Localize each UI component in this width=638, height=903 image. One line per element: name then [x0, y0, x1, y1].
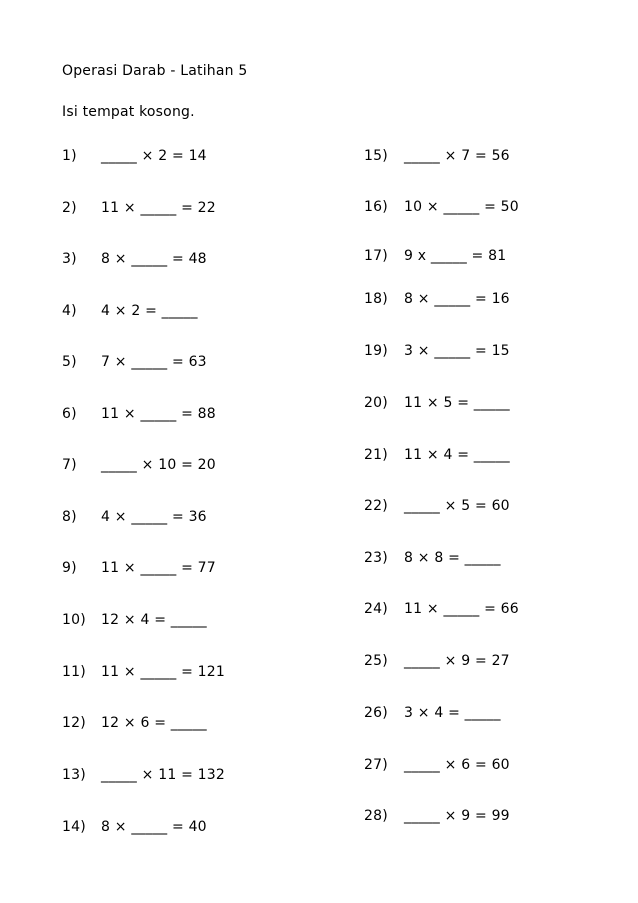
question-expression: 11 × 4 = _____ [404, 447, 510, 463]
question-expression: 3 × _____ = 15 [404, 343, 510, 359]
question-number: 2) [62, 200, 77, 216]
question-expression: 11 × _____ = 22 [101, 200, 216, 216]
question-number: 28) [364, 808, 388, 824]
question-number: 7) [62, 457, 77, 473]
question-number: 22) [364, 498, 388, 514]
question-number: 10) [62, 612, 86, 628]
question-number: 13) [62, 767, 86, 783]
question-number: 3) [62, 251, 77, 267]
question-expression: 8 × _____ = 48 [101, 251, 207, 267]
question-expression: 12 × 4 = _____ [101, 612, 207, 628]
question-number: 14) [62, 819, 86, 835]
question-number: 21) [364, 447, 388, 463]
question-number: 11) [62, 664, 86, 680]
question-number: 8) [62, 509, 77, 525]
question-number: 15) [364, 148, 388, 164]
question-expression: _____ × 2 = 14 [101, 148, 207, 164]
question-expression: _____ × 10 = 20 [101, 457, 216, 473]
question-number: 24) [364, 601, 388, 617]
question-expression: 11 × _____ = 88 [101, 406, 216, 422]
question-number: 20) [364, 395, 388, 411]
question-expression: 10 × _____ = 50 [404, 199, 519, 215]
question-number: 25) [364, 653, 388, 669]
question-expression: 4 × 2 = _____ [101, 303, 198, 319]
question-number: 4) [62, 303, 77, 319]
question-number: 23) [364, 550, 388, 566]
question-number: 12) [62, 715, 86, 731]
question-expression: _____ × 7 = 56 [404, 148, 510, 164]
question-number: 16) [364, 199, 388, 215]
question-expression: 8 × _____ = 40 [101, 819, 207, 835]
question-expression: _____ × 6 = 60 [404, 757, 510, 773]
question-expression: 11 × _____ = 66 [404, 601, 519, 617]
question-expression: 9 x _____ = 81 [404, 248, 507, 264]
question-expression: _____ × 5 = 60 [404, 498, 510, 514]
question-number: 18) [364, 291, 388, 307]
question-expression: 8 × _____ = 16 [404, 291, 510, 307]
question-number: 1) [62, 148, 77, 164]
question-expression: 11 × _____ = 77 [101, 560, 216, 576]
worksheet-instruction: Isi tempat kosong. [62, 104, 195, 120]
question-number: 6) [62, 406, 77, 422]
question-expression: 8 × 8 = _____ [404, 550, 501, 566]
question-expression: 4 × _____ = 36 [101, 509, 207, 525]
question-expression: _____ × 9 = 27 [404, 653, 510, 669]
question-number: 9) [62, 560, 77, 576]
question-expression: _____ × 9 = 99 [404, 808, 510, 824]
question-expression: _____ × 11 = 132 [101, 767, 225, 783]
question-number: 27) [364, 757, 388, 773]
question-expression: 12 × 6 = _____ [101, 715, 207, 731]
question-expression: 11 × _____ = 121 [101, 664, 225, 680]
question-expression: 11 × 5 = _____ [404, 395, 510, 411]
question-expression: 7 × _____ = 63 [101, 354, 207, 370]
question-number: 5) [62, 354, 77, 370]
question-number: 19) [364, 343, 388, 359]
worksheet-title: Operasi Darab - Latihan 5 [62, 63, 248, 79]
question-expression: 3 × 4 = _____ [404, 705, 501, 721]
question-number: 26) [364, 705, 388, 721]
question-number: 17) [364, 248, 388, 264]
